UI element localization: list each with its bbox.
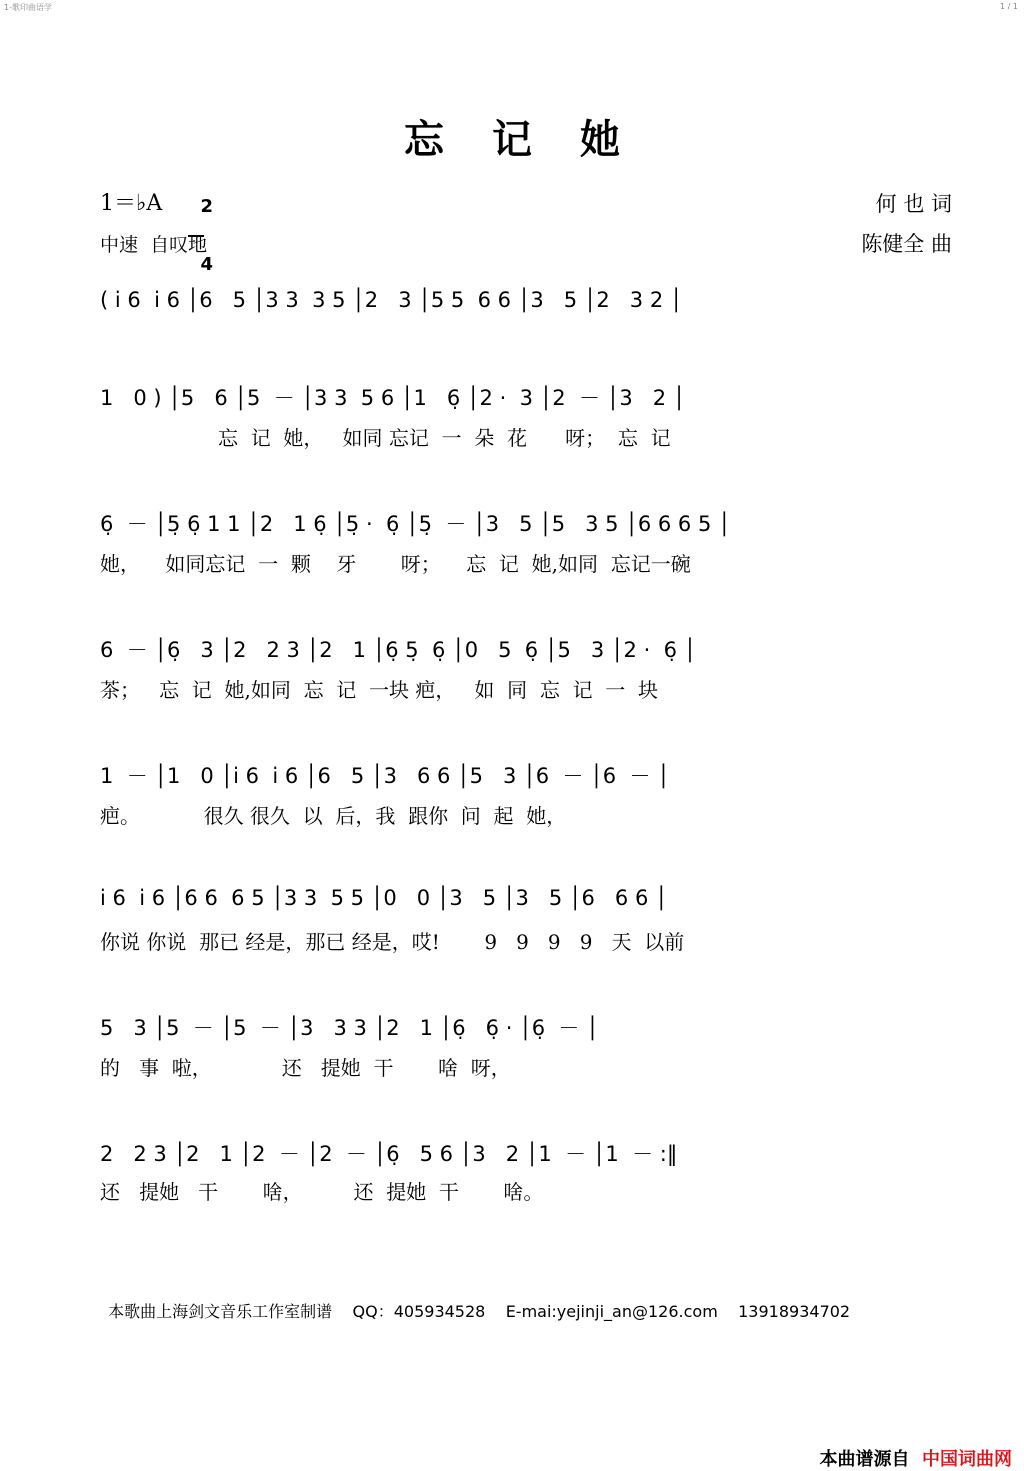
footer-credits xyxy=(98,1280,850,1322)
phone-number: 13918934702 xyxy=(738,1302,851,1321)
studio-credit: 本歌曲上海剑文音乐工作室制谱 xyxy=(108,1302,333,1321)
system-7-lyrics: 的 事 啦， 还 提她 干 啥 呀， xyxy=(100,1056,511,1080)
system-2-notes: 1 0 ) │5 6 │5 － │3 3 5 6 │1 6̣ │2 · 3 │2 － │3 2 │ xyxy=(100,386,686,410)
system-5-lyrics: 疤。 很久 很久 以 后，我 跟你 问 起 她， xyxy=(100,804,567,828)
email-address: E-mai:yejinji_an@126.com xyxy=(505,1302,718,1321)
system-1-notes: ( i̇ 6 i̇ 6 │6 5 │3 3 3 5 │2 3 │5 5 6 6 │3 5 │2 3 2 │ xyxy=(100,288,683,312)
source-prefix: 本曲谱源自 xyxy=(819,1449,910,1470)
system-3-notes: 6̣ － │5̣ 6̣ 1 1 │2 1 6̣ │5̣ · 6̣ │5̣ － │3 5 │5 3 5 │6 6 6 5 │ xyxy=(100,512,731,536)
key-signature: 1＝♭A xyxy=(100,191,163,216)
source-watermark xyxy=(807,1424,1012,1471)
song-title: 忘记她 xyxy=(404,116,668,163)
time-signature xyxy=(188,180,214,275)
system-6-lyrics: 你说 你说 那已 经是，那已 经是，哎! 9 9 9 9 天 以前 xyxy=(100,930,685,954)
tempo-marking: 中速 自叹地 xyxy=(100,234,208,256)
page-indicator: 1 / 1 xyxy=(1000,2,1018,11)
system-4-notes: 6 － │6̣ 3 │2 2 3 │2 1 │6̣ 5̣ 6̣ │0 5 6̣ │5 3 │2 · 6̣ │ xyxy=(100,638,697,662)
system-2-lyrics: 忘 记 她， 如同 忘记 一 朵 花 呀； 忘 记 xyxy=(218,426,671,450)
system-5-notes: 1 － │1 0 │i̇ 6 i̇ 6 │6 5 │3 6 6 │5 3 │6 － │6 － │ xyxy=(100,764,670,788)
system-8-lyrics: 还 提她 干 啥， 还 提她 干 啥。 xyxy=(100,1180,544,1204)
system-4-lyrics: 茶； 忘 记 她,如同 忘 记 一块 疤， 如 同 忘 记 一 块 xyxy=(100,678,659,702)
system-3-lyrics: 她， 如同忘记 一 颗 牙 呀； 忘 记 她,如同 忘记一碗 xyxy=(100,552,691,576)
time-numerator: 2 xyxy=(200,196,214,217)
system-6-notes: i̇ 6 i̇ 6 │6 6 6 5 │3 3 5 5 │0 0 │3 5 │3 5 │6 6 6 │ xyxy=(100,886,668,910)
time-denominator: 4 xyxy=(200,254,214,275)
qq-number: QQ：405934528 xyxy=(352,1302,486,1321)
source-site: 中国词曲网 xyxy=(922,1449,1012,1470)
composer-credit: 陈健全 曲 xyxy=(861,232,952,256)
corner-label: 1-歌印曲语学 xyxy=(4,3,52,12)
lyricist-credit: 何 也 词 xyxy=(875,192,952,216)
system-7-notes: 5 3 │5 － │5 － │3 3 3 │2 1 │6̣ 6̣ · │6̣ － │ xyxy=(100,1016,599,1040)
system-8-notes: 2 2 3 │2 1 │2 － │2 － │6̣ 5 6 │3 2 │1 － │1 － :‖ xyxy=(100,1142,678,1166)
